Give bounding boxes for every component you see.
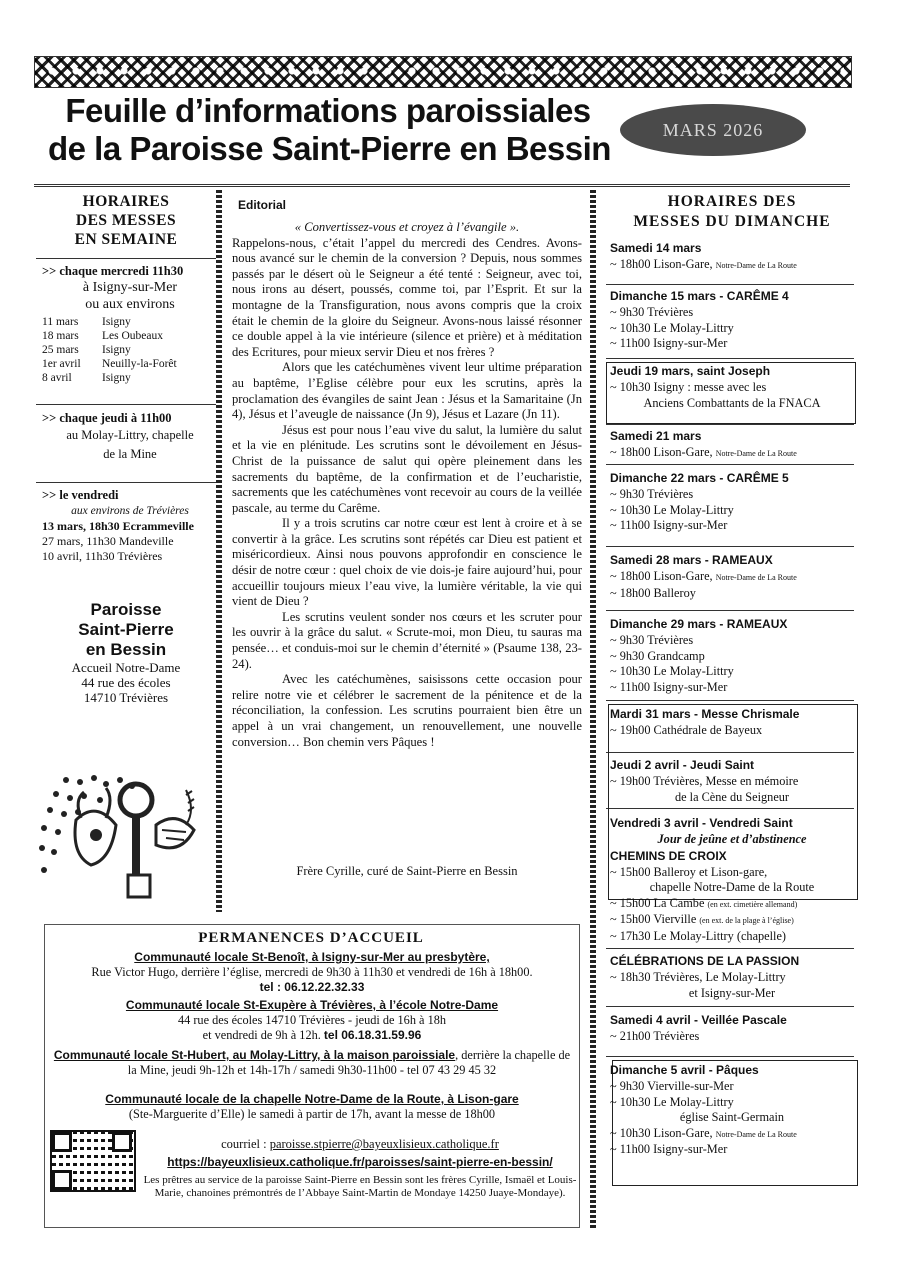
schedule-item bbox=[610, 1029, 854, 1045]
parish-logo-icon bbox=[36, 770, 216, 910]
item-text: ~ 18h00 Lison-Gare, bbox=[610, 257, 716, 271]
editorial-body bbox=[232, 220, 582, 750]
schedule-head: CÉLÉBRATIONS DE LA PASSION bbox=[610, 954, 800, 968]
permanences-title: PERMANENCES D’ACCUEIL bbox=[198, 930, 424, 946]
date: 8 avril bbox=[42, 372, 72, 384]
email-label: courriel : bbox=[221, 1137, 270, 1151]
list-item bbox=[42, 315, 218, 329]
right-separator bbox=[606, 464, 854, 465]
sunday-title-1: HORAIRES DES bbox=[667, 193, 797, 210]
schedule-block bbox=[610, 706, 854, 739]
qr-corner bbox=[112, 1132, 132, 1152]
header-divider bbox=[34, 184, 850, 187]
month-badge: MARS 2026 bbox=[620, 104, 806, 156]
editorial-quote: « Convertissez-vous et croyez à l’évangile ». bbox=[294, 220, 520, 234]
schedule-item bbox=[610, 633, 854, 649]
thursday-place-2: de la Mine bbox=[103, 447, 157, 461]
schedule-head: Samedi 4 avril - Veillée Pascale bbox=[610, 1013, 787, 1027]
item-text: ~ 18h00 Lison-Gare, bbox=[610, 445, 716, 459]
schedule-head: Samedi 14 mars bbox=[610, 241, 702, 255]
schedule-item bbox=[610, 970, 854, 986]
page-title bbox=[48, 92, 611, 168]
item-text: ~ 18h30 Trévières, Le Molay-Littry bbox=[610, 970, 786, 984]
place: Isigny bbox=[102, 316, 131, 328]
item-text: ~ 11h00 Isigny-sur-Mer bbox=[610, 518, 728, 532]
item-text: et Isigny-sur-Mer bbox=[688, 985, 776, 1000]
place: Isigny bbox=[102, 344, 131, 356]
editorial-paragraph: Les scrutins veulent sonder nos cœurs et les scruter pour les ouvrir à la grâce du salut. « Scrute-moi, mon Dieu, tu sauras ma pensée… et conduis-moi sur le chemin d’éternité » (Psaume 138, 23-24). bbox=[232, 609, 582, 671]
permanence-head: Communauté locale St-Benoît, à Isigny-sur-Mer au presbytère, bbox=[134, 950, 490, 964]
priests-note: Les prêtres au service de la paroisse Saint-Pierre en Bessin sont les frères Cyrille, Ismaël et Louis-Marie, chanoines prémontrés de l’Abbaye Saint-Martin de Mondaye 14250 Juaye-Mondaye). bbox=[143, 1174, 577, 1199]
item-text: de la Cène du Seigneur bbox=[674, 789, 790, 804]
schedule-item bbox=[610, 321, 854, 337]
thursday-head: >> chaque jeudi à 11h00 bbox=[42, 411, 172, 425]
weekday-title-1: HORAIRES bbox=[82, 193, 170, 210]
address-1: 44 rue des écoles bbox=[81, 675, 171, 690]
wednesday-block bbox=[42, 263, 218, 385]
item-note: Notre-Dame de La Route bbox=[715, 573, 797, 582]
list-item bbox=[42, 371, 218, 385]
weekday-title-2: DES MESSES bbox=[75, 212, 177, 229]
schedule-item bbox=[610, 396, 854, 412]
left-separator bbox=[36, 482, 216, 483]
schedule-head: Dimanche 22 mars - CARÊME 5 bbox=[610, 471, 789, 485]
item-text: ~ 15h00 Balleroy et Lison-gare, bbox=[610, 864, 768, 879]
email-link[interactable]: paroisse.stpierre@bayeuxlisieux.catholique.fr bbox=[269, 1137, 499, 1151]
schedule-head: Samedi 21 mars bbox=[610, 429, 702, 443]
permanence-tel: tel 06.18.31.59.96 bbox=[323, 1028, 422, 1042]
item-text: ~ 19h00 Trévières, Messe en mémoire bbox=[610, 774, 799, 788]
sunday-title-2: MESSES DU DIMANCHE bbox=[633, 213, 831, 230]
schedule-block bbox=[610, 288, 854, 352]
schedule-block bbox=[610, 240, 854, 274]
schedule-item bbox=[610, 986, 854, 1002]
schedule-item bbox=[610, 1142, 854, 1158]
left-separator bbox=[36, 258, 216, 259]
item-text: ~ 10h30 Le Molay-Littry bbox=[610, 664, 734, 678]
right-separator bbox=[606, 948, 854, 949]
schedule-item bbox=[610, 445, 854, 462]
weekday-masses-title bbox=[36, 192, 216, 249]
permanence-head: Communauté locale St-Hubert, au Molay-Littry, à la maison paroissiale bbox=[53, 1048, 456, 1062]
parish-name-3: en Bessin bbox=[85, 640, 167, 659]
right-divider bbox=[590, 190, 596, 1230]
permanence-tel: tel : 06.12.22.32.33 bbox=[259, 980, 365, 994]
place: Isigny bbox=[102, 372, 131, 384]
schedule-head-2: CHEMINS DE CROIX bbox=[610, 848, 727, 863]
editorial-signature: Frère Cyrille, curé de Saint-Pierre en Bessin bbox=[296, 864, 518, 878]
item-text: ~ 15h00 La Cambe bbox=[610, 895, 708, 910]
schedule-item bbox=[610, 723, 854, 739]
editorial-paragraph: Rappelons-nous, c’était l’appel du mercredi des Cendres. Avons-nous avancé sur le chemin de la conversion ? Depuis, nous sommes passés par le désert où le Seigneur a été tenté : Seigneur, avec toi, nous irons au désert, poussés, comme toi, par l’Esprit. Et sur la montagne de la Transfiguration, nous avons compris que la croix était le chemin de la gloire du Seigneur. Avons-nous laissé résonner ce double appel à la vie intérieure (silence et prière) et à méditation des Ecritures, pour mieux servir Dieu et nos frères ? bbox=[232, 235, 582, 359]
date: 18 mars bbox=[42, 330, 79, 342]
editorial-paragraph: Alors que les catéchumènes vivent leur ultime préparation au baptême, l’Eglise célèbre pour eux les scrutins, après la proclamation des évangiles de saint Jean : Jésus et la Samaritaine (Jn 4), Jésus et l’aveugle de naissance (Jn 9), Jésus et Lazare (Jn 11). bbox=[232, 360, 582, 422]
schedule-head: Vendredi 3 avril - Vendredi Saint bbox=[610, 816, 793, 830]
website-link[interactable]: https://bayeuxlisieux.catholique.fr/paroisses/saint-pierre-en-bessin/ bbox=[167, 1155, 553, 1169]
item-text: ~ 9h30 Grandcamp bbox=[610, 648, 705, 663]
schedule-item bbox=[610, 518, 854, 534]
title-line-1: Feuille d’informations paroissiales bbox=[65, 92, 591, 129]
sunday-masses-title bbox=[612, 192, 852, 232]
permanence-lison bbox=[50, 1092, 574, 1122]
list-item: 27 mars, 11h30 Mandeville bbox=[42, 534, 174, 548]
item-note: (en ext. cimetière allemand) bbox=[707, 899, 798, 909]
item-text: ~ 10h30 Lison-Gare, bbox=[610, 1125, 716, 1140]
item-text: ~ 18h00 Balleroy bbox=[610, 585, 696, 600]
place: Neuilly-la-Forêt bbox=[102, 358, 177, 370]
schedule-item bbox=[610, 569, 854, 586]
date: 25 mars bbox=[42, 344, 79, 356]
right-separator bbox=[606, 1056, 854, 1057]
schedule-block bbox=[610, 552, 854, 601]
wednesday-or: ou aux environs bbox=[85, 297, 175, 312]
permanence-head: Communauté locale de la chapelle Notre-Dame de la Route, à Lison-gare bbox=[105, 1092, 519, 1106]
schedule-item bbox=[610, 336, 854, 352]
item-text: église Saint-Germain bbox=[679, 1110, 785, 1124]
schedule-block bbox=[610, 815, 854, 944]
item-text: ~ 9h30 Vierville-sur-Mer bbox=[610, 1079, 734, 1093]
schedule-block bbox=[610, 953, 854, 1001]
item-text: ~ 17h30 Le Molay-Littry (chapelle) bbox=[610, 928, 787, 943]
permanence-molay bbox=[50, 1048, 574, 1078]
place: Les Oubeaux bbox=[102, 330, 163, 342]
right-separator bbox=[606, 700, 854, 701]
schedule-item bbox=[610, 774, 854, 790]
schedule-head: Jeudi 2 avril - Jeudi Saint bbox=[610, 758, 755, 772]
schedule-head: Dimanche 15 mars - CARÊME 4 bbox=[610, 289, 789, 303]
schedule-item bbox=[610, 929, 854, 945]
left-separator bbox=[36, 404, 216, 405]
schedule-item bbox=[610, 790, 854, 806]
editorial-paragraph: Avec les catéchumènes, saisissons cette occasion pour relire notre vie et célébrer le sacrement de la pénitence et de la réconciliation, la confession. Les scrutins pourraient bien être un appel à un vrai changement, un renouvellement, une nouvelle conversion… Bon chemin vers Pâques ! bbox=[232, 672, 582, 749]
schedule-item bbox=[610, 912, 854, 929]
schedule-item bbox=[610, 1126, 854, 1143]
schedule-head: Jeudi 19 mars, saint Joseph bbox=[610, 364, 771, 378]
schedule-item bbox=[610, 680, 854, 696]
permanence-text: Rue Victor Hugo, derrière l’église, mercredi de 9h30 à 11h30 et vendredi de 16h à 18h00. bbox=[91, 965, 533, 979]
list-item: 10 avril, 11h30 Trévières bbox=[42, 549, 163, 563]
editorial-paragraph: Jésus est pour nous l’eau vive du salut, la lumière du salut et la vie en plénitude. Les scrutins sont le dévoilement en Jésus-Christ de la puissance de salut qui opère pleinement dans les sacrements du baptême, de la confirmation et de l’eucharistie, sacrements que les catéchumènes vont recevoir au cours de la veillée pascale, au terme du Carême. bbox=[232, 422, 582, 515]
friday-head: >> le vendredi bbox=[42, 488, 119, 502]
website bbox=[140, 1156, 580, 1170]
schedule-item bbox=[610, 649, 854, 665]
item-text: chapelle Notre-Dame de la Route bbox=[649, 880, 815, 894]
schedule-block bbox=[610, 470, 854, 534]
permanence-text: (Ste-Marguerite d’Elle) le samedi à partir de 17h, avant la messe de 18h00 bbox=[128, 1107, 496, 1121]
schedule-block bbox=[610, 363, 854, 411]
schedule-item bbox=[610, 380, 854, 396]
editorial-paragraph: Il y a trois scrutins car notre cœur est lent à croire et à se convertir à la grâce. Les scrutins sont répétés car Dieu est patient et miséricordieux. Ainsi nous pouvons approfondir en conscience le désir de notre cœur : quel choix de vie dois-je faire aujourd’hui, pour accueillir toujours mieux l’eau vive, la lumière véritable, la vie qui vient de Dieu ? bbox=[232, 516, 582, 609]
friday-block bbox=[42, 487, 218, 564]
schedule-item bbox=[610, 305, 854, 321]
item-text: ~ 11h00 Isigny-sur-Mer bbox=[610, 336, 728, 350]
qr-corner bbox=[52, 1132, 72, 1152]
item-text: ~ 9h30 Trévières bbox=[610, 633, 694, 647]
item-text: ~ 11h00 Isigny-sur-Mer bbox=[610, 679, 728, 694]
schedule-item bbox=[610, 896, 854, 913]
list-item bbox=[42, 343, 218, 357]
schedule-block bbox=[610, 757, 854, 805]
right-separator bbox=[606, 1006, 854, 1007]
item-text: ~ 10h30 Le Molay-Littry bbox=[610, 1094, 734, 1109]
schedule-item bbox=[610, 257, 854, 274]
wednesday-place: à Isigny-sur-Mer bbox=[82, 280, 178, 295]
schedule-sub: Jour de jeûne et d’abstinence bbox=[657, 832, 807, 846]
thursday-block bbox=[42, 410, 218, 464]
permanence-text: , derrière la chapelle de la Mine, jeudi 9h-12h et 14h-17h / samedi 9h30-11h00 - tel 07 43 29 45 32 bbox=[127, 1048, 571, 1077]
schedule-block bbox=[610, 1062, 854, 1158]
item-note: (en ext. de la plage à l’église) bbox=[699, 916, 794, 925]
schedule-head: Samedi 28 mars - RAMEAUX bbox=[610, 553, 773, 567]
item-text: ~ 10h30 Le Molay-Littry bbox=[610, 502, 734, 517]
parish-name-2: Saint-Pierre bbox=[78, 620, 174, 639]
decorative-band-dots bbox=[40, 62, 844, 80]
weekday-title-3: EN SEMAINE bbox=[74, 231, 178, 248]
right-separator bbox=[606, 424, 854, 425]
schedule-item bbox=[610, 865, 854, 881]
parish-name-1: Paroisse bbox=[90, 600, 162, 619]
date: 1er avril bbox=[42, 358, 81, 370]
item-text: ~ 9h30 Trévières bbox=[610, 487, 694, 501]
item-text: Anciens Combattants de la FNACA bbox=[643, 395, 821, 410]
schedule-item bbox=[610, 586, 854, 602]
schedule-block bbox=[610, 616, 854, 695]
schedule-item bbox=[610, 1079, 854, 1095]
right-separator bbox=[606, 546, 854, 547]
item-text: ~ 15h00 Vierville bbox=[610, 912, 700, 926]
title-line-2: de la Paroisse Saint-Pierre en Bessin bbox=[48, 130, 611, 167]
schedule-item bbox=[610, 664, 854, 680]
item-note: Notre-Dame de La Route bbox=[715, 1129, 797, 1139]
accueil: Accueil Notre-Dame bbox=[71, 660, 181, 675]
date: 11 mars bbox=[42, 316, 79, 328]
schedule-item bbox=[610, 487, 854, 503]
item-note: Notre-Dame de La Route bbox=[715, 261, 797, 270]
list-item: 13 mars, 18h30 Ecrammeville bbox=[42, 519, 194, 533]
schedule-item bbox=[610, 1110, 854, 1126]
schedule-block bbox=[610, 1012, 854, 1045]
permanence-text: et vendredi de 9h à 12h. bbox=[202, 1028, 321, 1042]
list-item bbox=[42, 357, 218, 371]
thursday-place: au Molay-Littry, chapelle bbox=[66, 428, 194, 442]
contact-email bbox=[140, 1138, 580, 1151]
friday-sub: aux environs de Trévières bbox=[71, 505, 189, 517]
parish-info bbox=[36, 600, 216, 705]
address-2: 14710 Trévières bbox=[83, 690, 169, 705]
permanence-isigny bbox=[50, 950, 574, 995]
right-separator bbox=[606, 358, 854, 359]
schedule-item bbox=[610, 503, 854, 519]
item-text: ~ 19h00 Cathédrale de Bayeux bbox=[610, 723, 763, 737]
qr-corner bbox=[52, 1170, 72, 1190]
schedule-block bbox=[610, 428, 854, 462]
schedule-head: Mardi 31 mars - Messe Chrismale bbox=[610, 707, 800, 721]
schedule-item bbox=[610, 880, 854, 896]
schedule-item bbox=[610, 1095, 854, 1111]
item-text: ~ 10h30 Le Molay-Littry bbox=[610, 320, 734, 335]
permanence-trevieres bbox=[50, 998, 574, 1043]
schedule-head: Dimanche 29 mars - RAMEAUX bbox=[610, 617, 788, 631]
item-text: ~ 21h00 Trévières bbox=[610, 1029, 700, 1043]
editorial-title: Editorial bbox=[238, 198, 287, 212]
item-text: ~ 10h30 Isigny : messe avec les bbox=[610, 380, 767, 394]
permanence-text: 44 rue des écoles 14710 Trévières - jeudi de 16h à 18h bbox=[177, 1013, 447, 1027]
permanence-head: Communauté locale St-Exupère à Trévières, à l’école Notre-Dame bbox=[125, 998, 499, 1012]
item-text: ~ 11h00 Isigny-sur-Mer bbox=[610, 1142, 728, 1156]
schedule-head: Dimanche 5 avril - Pâques bbox=[610, 1063, 759, 1077]
item-note: Notre-Dame de La Route bbox=[715, 449, 797, 458]
item-text: ~ 9h30 Trévières bbox=[610, 305, 694, 319]
list-item bbox=[42, 329, 218, 343]
right-separator bbox=[606, 284, 854, 285]
item-text: ~ 18h00 Lison-Gare, bbox=[610, 569, 716, 583]
right-separator bbox=[606, 610, 854, 611]
wednesday-head: >> chaque mercredi 11h30 bbox=[42, 264, 184, 278]
